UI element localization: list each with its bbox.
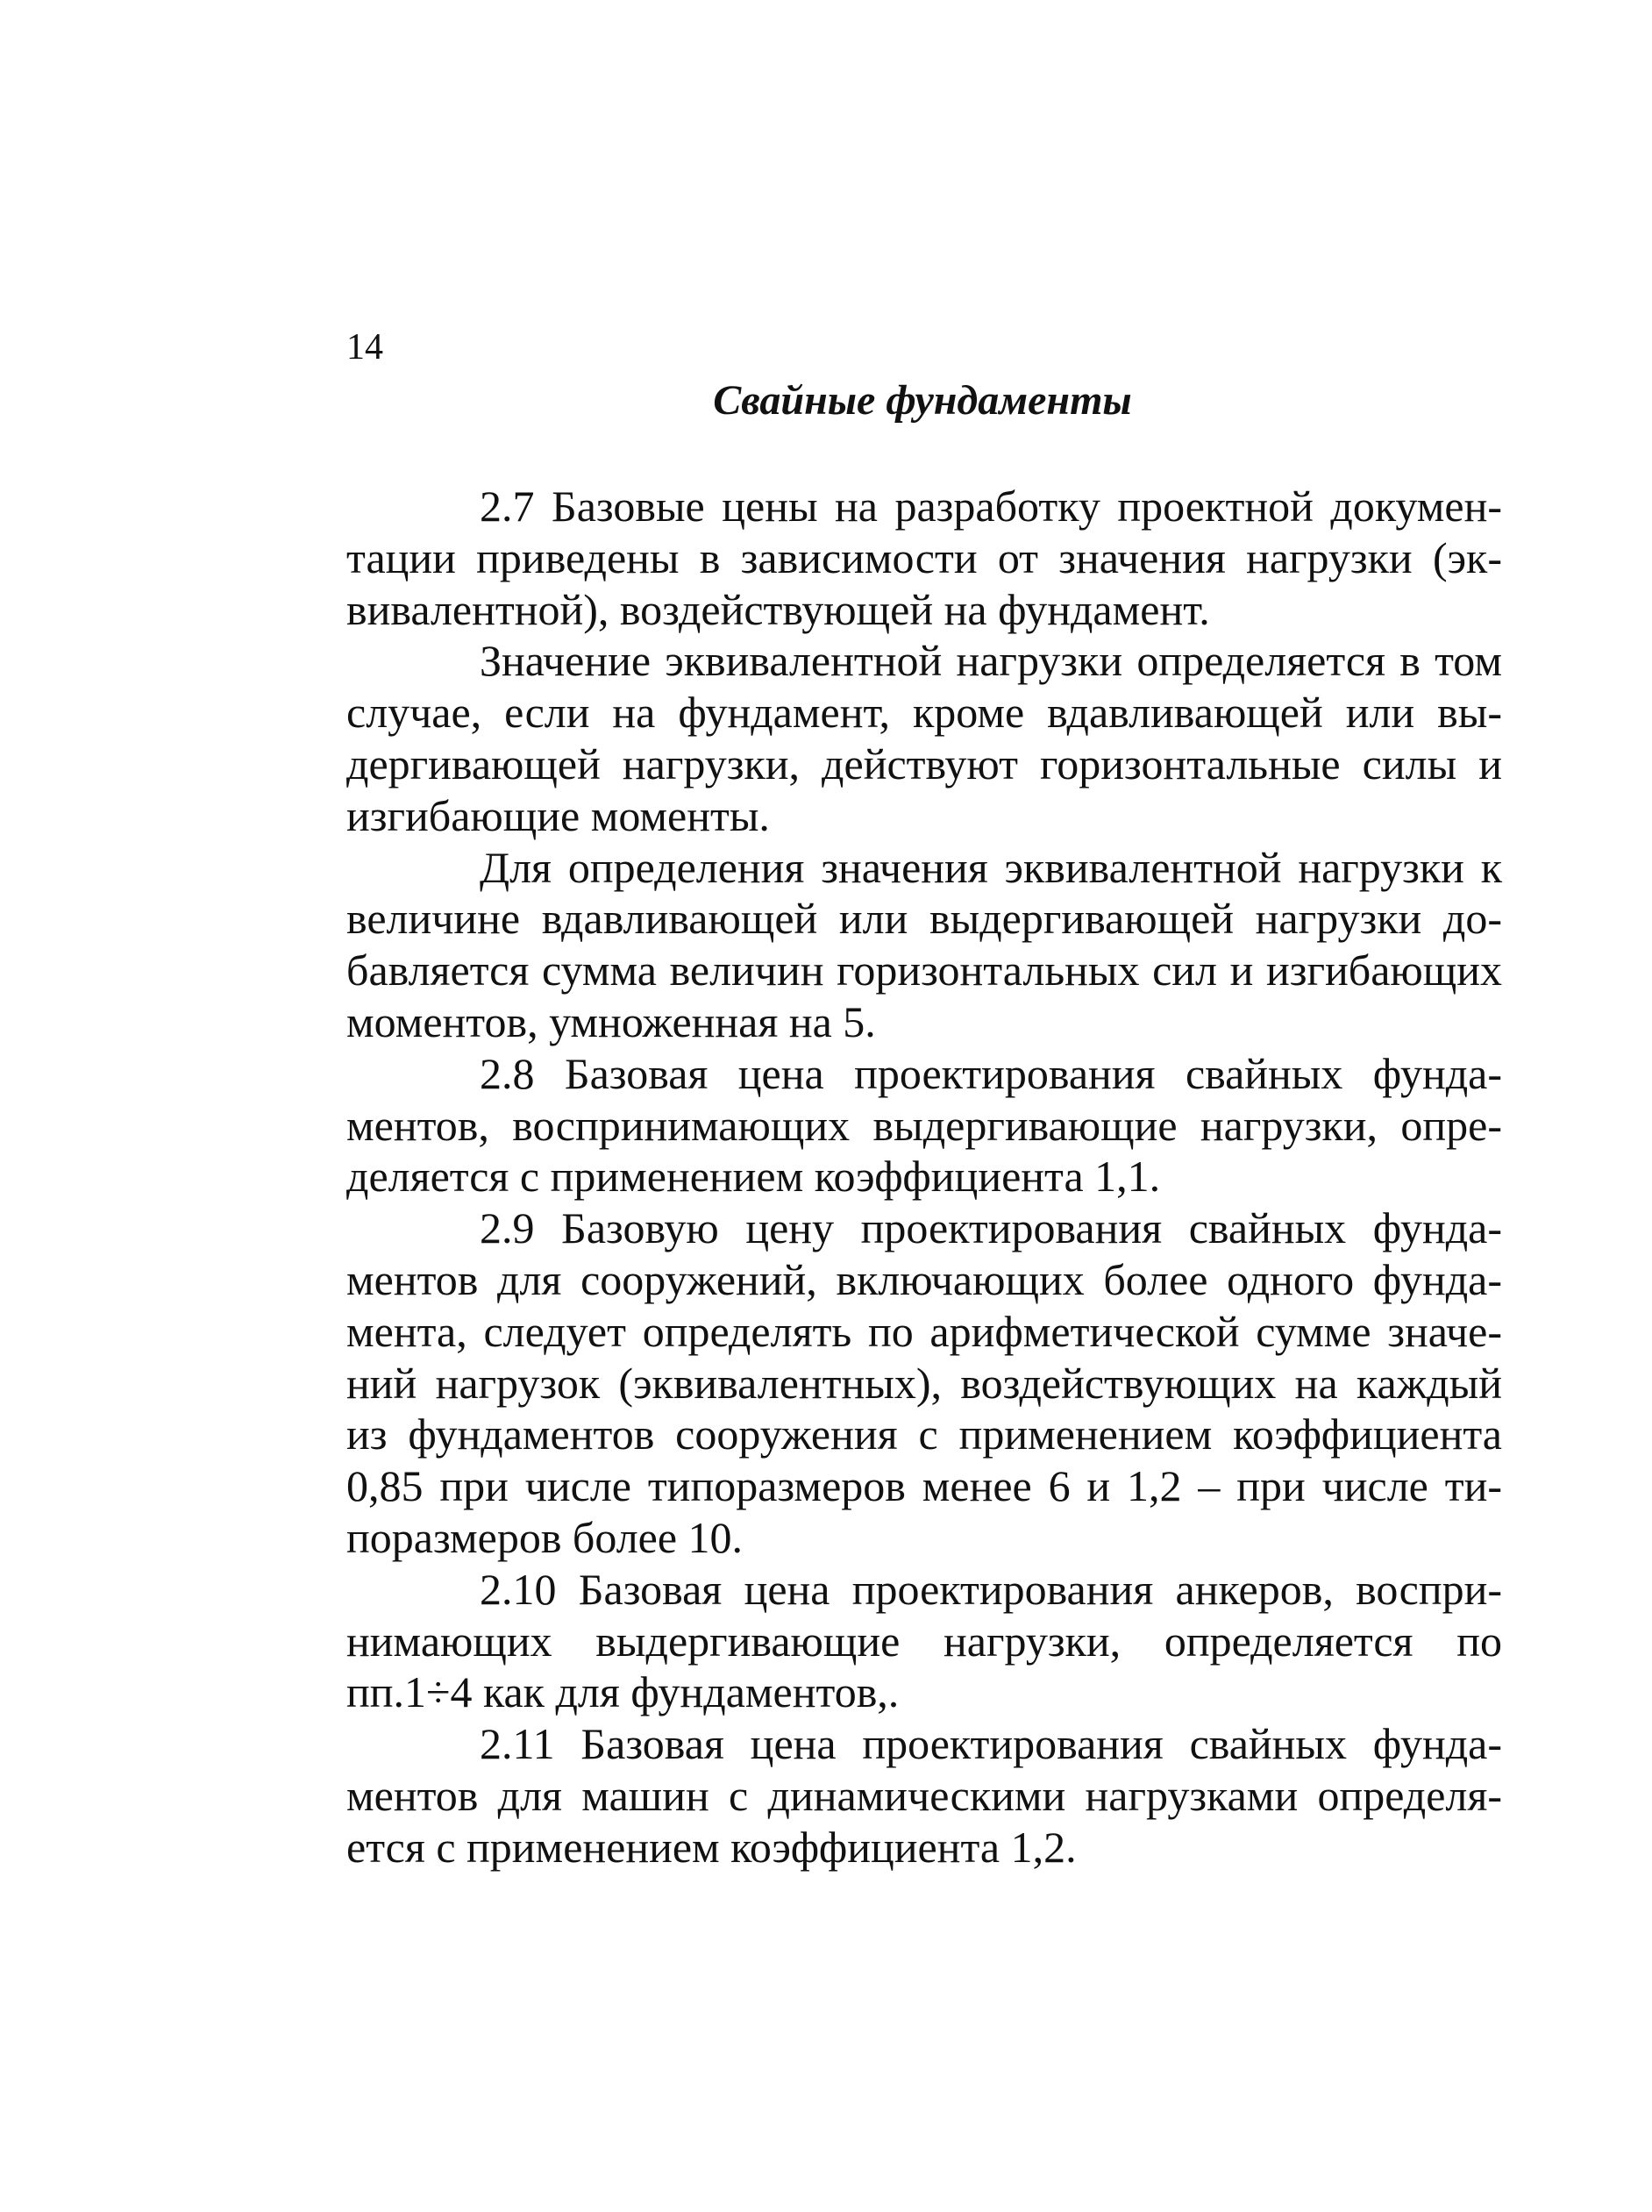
paragraph-2-11: 2.11 Базовая цена проектирования свайных фундаментов для машин с динамическими нагрузками определяется с применением коэффициента 1,2. — [346, 1719, 1502, 1872]
page-number: 14 — [346, 327, 383, 367]
section-title: Свайные фундаменты — [713, 377, 1132, 424]
paragraph-equivalent-load-calc: Для определения значения эквивалентной нагрузки к величине вдавливающей или выдергивающей нагрузки добавляется сумма величин горизонтальных сил и изгибающих моментов, умноженная на 5. — [346, 842, 1502, 1046]
paragraph-equivalent-load: Значение эквивалентной нагрузки определяется в том случае, если на фундамент, кроме вдавливающей или выдергивающей нагрузки, действуют горизонтальные силы и изгибающие моменты. — [346, 636, 1502, 840]
paragraph-2-7: 2.7 Базовые цены на разработку проектной документации приведены в зависимости от значения нагрузки (эквивалентной), воздействующей на фундамент. — [346, 482, 1502, 634]
paragraph-2-9: 2.9 Базовую цену проектирования свайных фундаментов для сооружений, включающих более одного фундамента, следует определять по арифметической сумме значений нагрузок (эквивалентных), воздействующих на каждый из фундаментов сооружения с применением коэффициента 0,85 при числе типоразмеров менее 6 и 1,2 – при числе типоразмеров более 10. — [346, 1203, 1502, 1562]
body-text — [346, 481, 1502, 1873]
paragraph-2-8: 2.8 Базовая цена проектирования свайных фундаментов, воспринимающих выдергивающие нагрузки, определяется с применением коэффициента 1,1. — [346, 1048, 1502, 1202]
paragraph-2-10: 2.10 Базовая цена проектирования анкеров, воспринимающих выдергивающие нагрузки, определяется по пп.1÷4 как для фундаментов,. — [346, 1564, 1502, 1717]
